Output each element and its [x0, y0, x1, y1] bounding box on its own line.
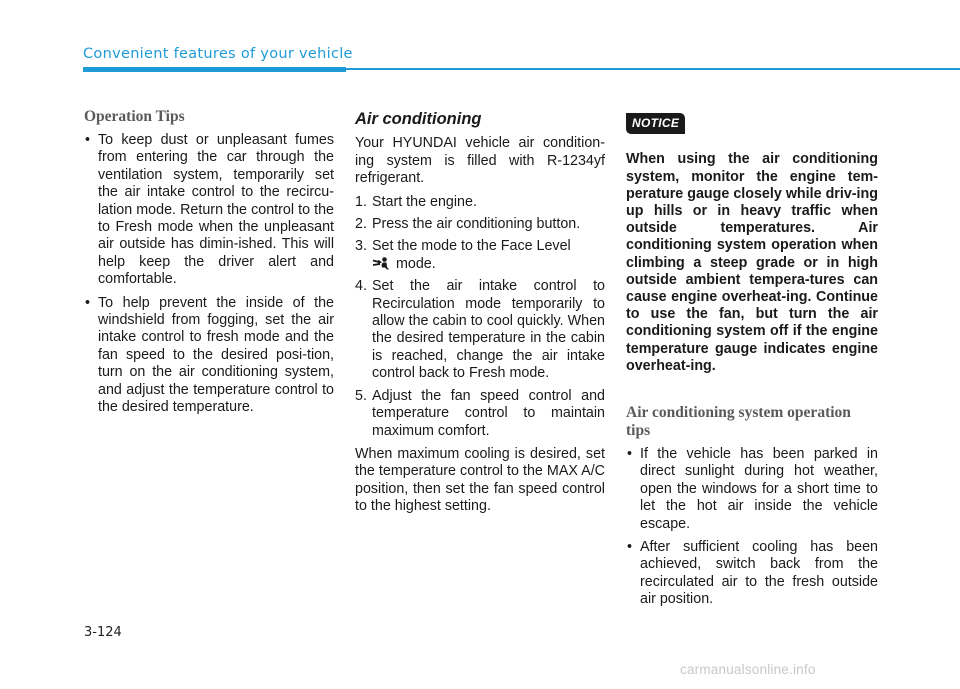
intro-paragraph: Your HYUNDAI vehicle air condition-ing system is filled with R-1234yf refrigerant.: [355, 135, 605, 187]
operation-tips-heading: Operation Tips: [84, 108, 185, 125]
column-air-conditioning: [355, 111, 605, 522]
step-number: 4.: [355, 278, 367, 295]
header-rule-thin: [346, 68, 960, 70]
step-text: Adjust the fan speed control and temperature control to maintain maximum comfort.: [372, 387, 605, 439]
operation-tips-list: [84, 132, 334, 417]
list-item: • To help prevent the inside of the windshield from fogging, set the air intake control to fresh mode and the fan speed to the desired posi-tion, turn on the air conditioning system, and adjust the temperature control to the desired temperature.: [84, 295, 334, 417]
list-item: • After sufficient cooling has been achieved, switch back from the recirculated air to the fresh outside air position.: [626, 539, 878, 609]
step-text: Set the air intake control to Recirculation mode temporarily to allow the cabin to cool quickly. When the desired temperature in the cabin is reached, change the air intake control back to Fresh mode.: [372, 278, 605, 382]
header-rule-thick: [83, 67, 346, 72]
closing-paragraph: When maximum cooling is desired, set the temperature control to the MAX A/C position, then set the fan speed control to the highest setting.: [355, 445, 605, 515]
ac-tips-list: [626, 446, 878, 609]
list-item: • To keep dust or unpleasant fumes from entering the car through the ventilation system, temporarily set the air intake control to the recircu-lation mode. Return the control to the to Fresh mode when the unpleasant air outside has dimin-ished. This will help keep the driver alert and comfortable.: [84, 132, 334, 289]
step-text-suffix: mode.: [396, 255, 436, 272]
notice-text: When using the air conditioning system, monitor the engine tem-perature gauge closely while driv-ing up hills or in heavy traffic when outside temperatures. Air conditioning system operation when climbing a steep grade or in high outside ambient tempera-tures can cause engine overheat-ing. Continue to use the fan, but turn the air conditioning system off if the engine temperature gauge indicates engine overheat-ing.: [626, 151, 878, 374]
step-item: [355, 278, 605, 382]
section-title: Convenient features of your vehicle: [83, 46, 353, 62]
step-number: 5.: [355, 387, 367, 404]
notice-badge: NOTICE: [626, 113, 685, 134]
step-text: Start the engine.: [372, 193, 477, 210]
column-notice: [626, 108, 878, 615]
list-item: • If the vehicle has been parked in direct sunlight during hot weather, open the windows for a short time to let the hot air inside the vehicle escape.: [626, 446, 878, 533]
step-item: [355, 216, 605, 233]
step-text: Press the air conditioning button.: [372, 216, 581, 233]
column-operation-tips: [84, 108, 334, 423]
ac-tips-heading: Air conditioning system operation tips: [626, 404, 851, 440]
step-number: 2.: [355, 216, 367, 233]
face-level-mode-icon: [372, 257, 390, 270]
air-conditioning-heading: Air conditioning: [355, 110, 482, 128]
step-number: 3.: [355, 238, 367, 255]
steps-list: [355, 194, 605, 440]
step-number: 1.: [355, 193, 367, 210]
watermark: carmanualsonline.info: [680, 662, 816, 677]
page-number: 3-124: [84, 625, 122, 640]
step-text: Set the mode to the Face Level: [372, 238, 571, 255]
step-item: [355, 194, 605, 211]
step-item: [355, 388, 605, 440]
step-item: [355, 238, 605, 273]
